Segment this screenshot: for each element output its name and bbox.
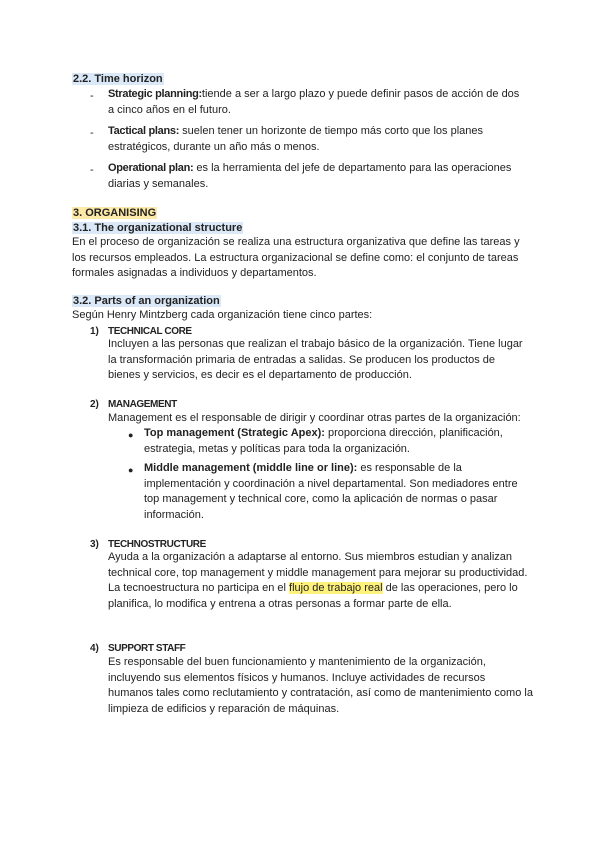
parts-heading: 3.2. Parts of an organization [73, 295, 220, 307]
term-label: Operational plan: [108, 162, 194, 174]
part-number: 2) [90, 399, 99, 410]
highlighted-text: flujo de trabajo real [289, 582, 383, 594]
list-item: Top management (Strategic Apex): proporciona dirección, planificación, estrategia, metas y políticas para toda la organización. [144, 427, 503, 455]
organising-heading: 3. ORGANISING [73, 207, 157, 219]
part-paragraph: Ayuda a la organización a adaptarse al entorno. Sus miembros estudian y analizan technical core, top management y middle management para mejorar su productividad. La tecnoestructura no participa en el flujo de trabajo real de las operaciones, pero lo planifica, lo modifica y entrena a otras personas a formar parte de ella. [108, 551, 528, 610]
list-dash: - [90, 164, 94, 176]
structure-heading: 3.1. The organizational structure [73, 222, 243, 234]
part-number: 1) [90, 326, 99, 337]
list-dash: - [90, 127, 94, 139]
list-item: Strategic planning:tiende a ser a largo plazo y puede definir pasos de acción de dos a cinco años en el futuro. [108, 88, 520, 116]
term-label: Top management (Strategic Apex): [144, 427, 325, 439]
list-dash: - [90, 90, 94, 102]
list-item: Operational plan: es la herramienta del jefe de departamento para las operaciones diarias y semanales. [108, 162, 512, 190]
part-title: TECHNICAL CORE [108, 326, 192, 337]
part-title: TECHNOSTRUCTURE [108, 539, 206, 550]
part-title: MANAGEMENT [108, 399, 177, 410]
structure-paragraph: En el proceso de organización se realiza una estructura organizativa que define las tareas y los recursos empleados. La estructura organizacional se define como: el conjunto de tareas formales asignadas a individuos y departamentos. [72, 236, 520, 279]
term-label: Tactical plans: [108, 125, 180, 137]
time-horizon-heading: 2.2. Time horizon [73, 73, 163, 85]
list-item: Middle management (middle line or line): es responsable de la implementación y coordinación a nivel departamental. Son mediadores entre top management y technical core, como la aplicación de normas o pasar información. [144, 462, 518, 521]
part-title: SUPPORT STAFF [108, 643, 186, 654]
bullet-icon: ● [128, 465, 134, 475]
part-paragraph: Incluyen a las personas que realizan el trabajo básico de la organización. Tiene lugar la transformación primaria de entradas a salidas. Se producen los productos de bienes y servicios, es decir es el departamento de producción. [108, 338, 523, 381]
list-item: Tactical plans: suelen tener un horizonte de tiempo más corto que los planes estratégicos, durante un año más o menos. [108, 125, 484, 153]
part-paragraph: Es responsable del buen funcionamiento y mantenimiento de la organización, incluyendo sus elementos físicos y humanos. Incluye actividades de recursos humanos tales como reclutamiento y contratación, así como de mantenimiento como la limpieza de edificios y reparación de máquinas. [108, 656, 533, 715]
term-label: Middle management (middle line or line): [144, 462, 358, 474]
bullet-icon: ● [128, 430, 134, 440]
part-number: 4) [90, 643, 99, 654]
part-paragraph: Management es el responsable de dirigir y coordinar otras partes de la organización: [108, 412, 521, 424]
term-label: Strategic planning: [108, 88, 202, 100]
parts-intro: Según Henry Mintzberg cada organización tiene cinco partes: [72, 309, 373, 321]
part-number: 3) [90, 539, 99, 550]
